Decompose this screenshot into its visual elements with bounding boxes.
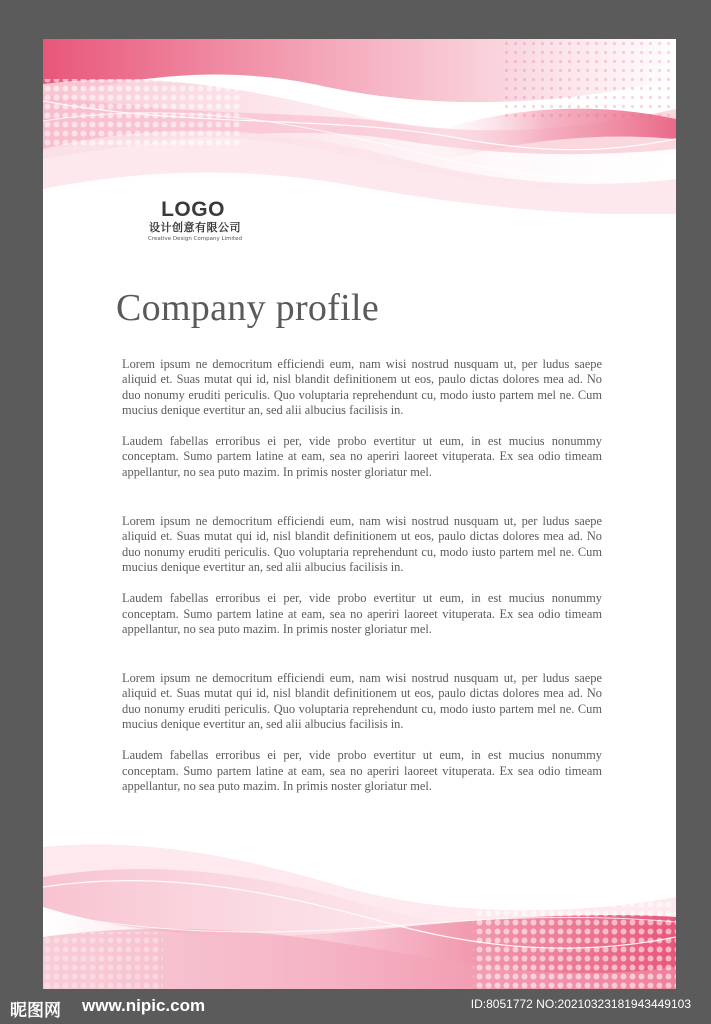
letterhead-page [43,39,676,989]
profile-body [122,357,602,794]
top-wave-decoration [43,39,676,214]
company-logo [118,199,268,243]
image-id: ID:8051772 NO:20210323181943449103 [470,997,691,1011]
paragraph-4: Laudem fabellas erroribus ei per, vide probo evertitur ut eum, in est mucius nonummy conceptam. Sumo partem latine at eam, sea no aperiri laoreet vituperata. Ex sea odio timeam appellantur, no sea puto mazim. In primis noster gloriatur mel. [122,591,602,636]
paragraph-5: Lorem ipsum ne democritum efficiendi eum, nam wisi nostrud nusquam ut, per ludus saepe aliquid et. Suas mutat qui id, nisl blandit definitionem ut eos, paulo dictas dolores mea ad. No duo nonumy eruditi periculis. Quo voluptaria reprehendunt cu, modo iusto partem mel ne. Cum mucius denique evertitur an, sed alii albucius facilisis in. [122,671,602,732]
paragraph-1: Lorem ipsum ne democritum efficiendi eum, nam wisi nostrud nusquam ut, per ludus saepe aliquid et. Suas mutat qui id, nisl blandit definitionem ut eos, paulo dictas dolores mea ad. No duo nonumy eruditi periculis. Quo voluptaria reprehendunt cu, modo iusto partem mel ne. Cum mucius denique evertitur an, sed alii albucius facilisis in. [122,357,602,417]
site-url: www.nipic.com [82,996,206,1015]
site-logo: 昵图网 [10,1001,61,1021]
logo-text: LOGO [161,198,225,221]
paragraph-6: Laudem fabellas erroribus ei per, vide probo evertitur ut eum, in est mucius nonummy conceptam. Sumo partem latine at eam, sea no aperiri laoreet vituperata. Ex sea odio timeam appellantur, no sea puto mazim. In primis noster gloriatur mel. [122,748,602,793]
logo-chinese-name: 设计创意有限公司 [149,221,241,234]
logo-english-name: Creative Design Company Limited [148,236,242,242]
paragraph-2: Laudem fabellas erroribus ei per, vide probo evertitur ut eum, in est mucius nonummy conceptam. Sumo partem latine at eam, sea no aperiri laoreet vituperata. Ex sea odio timeam appellantur, no sea puto mazim. In primis noster gloriatur mel. [122,434,602,479]
bottom-wave-decoration [43,837,676,989]
paragraph-3: Lorem ipsum ne democritum efficiendi eum, nam wisi nostrud nusquam ut, per ludus saepe aliquid et. Suas mutat qui id, nisl blandit definitionem ut eos, paulo dictas dolores mea ad. No duo nonumy eruditi periculis. Quo voluptaria reprehendunt cu, modo iusto partem mel ne. Cum mucius denique evertitur an, sed alii albucius facilisis in. [122,514,602,574]
page-title: Company profile [116,287,380,329]
